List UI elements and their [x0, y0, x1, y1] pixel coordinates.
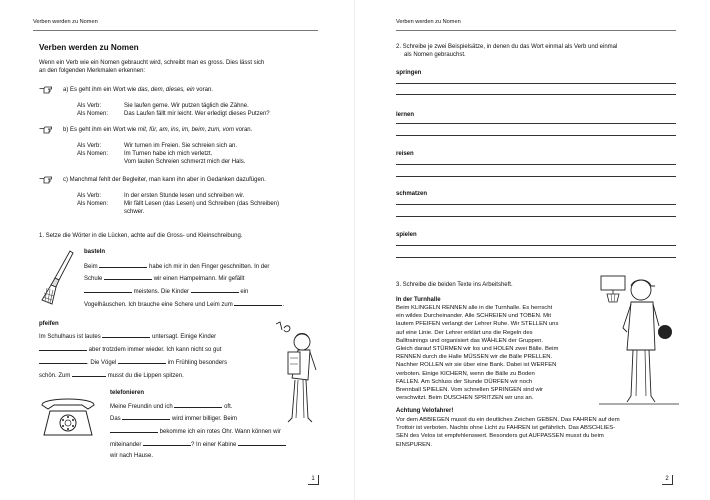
word-telefonieren: telefonieren — [110, 390, 145, 396]
answer-blank[interactable] — [39, 345, 87, 351]
word-schmatzen: schmatzen — [396, 191, 428, 197]
text-line: Nachher ROLLEN wir sie über eine Bank. Dabei ist WERFEN — [396, 362, 557, 369]
word-springen: springen — [396, 70, 422, 76]
intro-line-1: Wenn ein Verb wie ein Nomen gebraucht wird, schreibt man es gross. Dies lässt sich — [39, 60, 265, 66]
word-reisen: reisen — [396, 151, 414, 157]
text-line: Gleich darauf STÜRMEN wir los und HOLEN zwei Bälle. Beim — [396, 346, 559, 353]
rule-c-noun: Als Nomen: Mir fällt Lesen (das Lesen) und Schreiben (das Schreiben) — [77, 201, 280, 207]
answer-blank[interactable] — [238, 440, 286, 446]
rule-a-noun: Als Nomen: Das Laufen fällt mir leicht. Wer erledigt dieses Putzen? — [77, 111, 270, 117]
velo-text — [396, 416, 620, 449]
basketball-player-illustration — [597, 268, 681, 414]
answer-line[interactable] — [396, 164, 676, 165]
answer-blank[interactable] — [72, 371, 106, 377]
turnhalle-title: In der Turnhalle — [396, 297, 441, 303]
answer-blank[interactable] — [99, 262, 147, 268]
rule-b-noun: Als Nomen: Im Turnen habe ich mich verletzt. — [77, 151, 213, 157]
word-basteln: basteln — [84, 249, 106, 255]
rule-b-noun-2: Vom lauten Schreien schmerzt mich der Hals. — [124, 159, 246, 165]
answer-blank[interactable] — [84, 287, 132, 293]
header-divider — [396, 30, 676, 31]
rule-c-noun-2: schwer. — [124, 209, 145, 215]
pointing-hand-icon — [39, 86, 53, 94]
text-line: SEN des Velos ist empfehlenswert. Besonders gut AUFPASSEN musst du beim — [396, 433, 604, 440]
basteln-line-4: Vogelhäuschen. Ich brauche eine Schere und Leim zum . — [84, 302, 285, 308]
word-spielen: spielen — [396, 232, 417, 238]
page-header: Verben werden zu Nomen — [33, 19, 98, 25]
header-divider — [33, 30, 318, 31]
pfeifen-line-4: schön. Zum musst du die Lippen spitzen. — [39, 373, 184, 379]
answer-line[interactable] — [396, 123, 676, 124]
page-header: Verben werden zu Nomen — [396, 19, 461, 25]
answer-blank[interactable] — [143, 440, 191, 446]
page-number: 1 — [308, 475, 319, 485]
text-line: Beim KLINGELN RENNEN alle in die Turnhalle. Es herrscht — [396, 305, 553, 311]
text-line: verschwitzt. Beim DUSCHEN SPRITZEN wir uns an. — [396, 395, 534, 402]
text-line: Brennball SPIELEN. Vom schnellen SPRINGEN sind wir — [396, 387, 544, 394]
text-line: Balltrainings und organisiert das WÄHLEN der Gruppen. — [396, 337, 544, 344]
telefonieren-line-1: Meine Freundin und ich oft. — [110, 404, 233, 410]
answer-line[interactable] — [396, 94, 676, 95]
text-line: auf eine Linie. Der Lehrer erklärt uns die Regeln des — [396, 329, 533, 336]
telefonieren-line-3: bekomme ich ein rotes Ohr. Wann können wir — [110, 427, 281, 436]
task-1-instruction: 1. Setze die Wörter in die Lücken, achte auf die Gross- und Kleinschreibung. — [39, 233, 243, 239]
basteln-line-1: Beim habe ich mir in den Finger geschnitten. In der — [84, 264, 270, 270]
text-line: EINSPUREN. — [396, 441, 433, 448]
pointing-hand-icon — [39, 126, 53, 134]
paintbrush-icon — [38, 248, 78, 310]
pointing-hand-icon — [39, 176, 53, 184]
text-line: RENNEN durch die Halle MÜSSEN wir die Bälle PRELLEN. — [396, 354, 553, 361]
answer-blank[interactable] — [102, 332, 150, 338]
answer-line[interactable] — [396, 216, 676, 217]
text-line: FALLEN. Am Schluss der Stunde DÜRFEN wir noch — [396, 378, 533, 385]
telefonieren-line-2: Das wird immer billiger. Beim — [110, 416, 238, 422]
rule-a-label: a) Es geht ihm ein Wort wie das, dem, dieses, ein voran. — [63, 87, 213, 93]
answer-line[interactable] — [396, 257, 676, 258]
velo-title: Achtung Velofahrer! — [396, 408, 454, 414]
telefonieren-line-4: miteinander ? In einer Kabine — [110, 440, 286, 449]
answer-blank[interactable] — [191, 287, 239, 293]
basteln-line-3: meistens. Die Kinder ein — [84, 287, 248, 296]
pfeifen-line-3: . Die Vögel im Frühling besonders — [39, 358, 227, 367]
turnhalle-text — [396, 304, 558, 402]
answer-blank[interactable] — [110, 427, 158, 433]
answer-line[interactable] — [396, 176, 676, 177]
answer-blank[interactable] — [122, 414, 170, 420]
word-pfeifen: pfeifen — [39, 321, 59, 327]
text-line: ein wildes Durcheinander. Alle SCHREIEN und TOBEN. Mit — [396, 313, 551, 320]
rule-b-verb: Als Verb: Wir turnen im Freien. Sie schreien sich an. — [77, 143, 238, 149]
telephone-icon — [38, 393, 98, 439]
page-number: 2 — [662, 475, 673, 485]
rule-b-label: b) Es geht ihm ein Wort wie mit, für, am, ins, im, beim, zum, vom voran. — [63, 127, 253, 133]
basteln-line-2: Schule wir einen Hampelmann. Mir gefällt — [84, 276, 245, 282]
rule-a-verb: Als Verb: Sie laufen gerne. Wir putzen täglich die Zähne. — [77, 103, 249, 109]
whistling-boy-illustration — [262, 318, 322, 436]
task-2-instruction-1: 2. Schreibe je zwei Beispielsätze, in denen du das Wort einmal als Verb und einmal — [396, 44, 618, 50]
rule-c-verb: Als Verb: In der ersten Stunde lesen und schreiben wir. — [77, 193, 245, 199]
page-title: Verben werden zu Nomen — [39, 43, 139, 52]
pfeifen-line-1: Im Schulhaus ist lautes untersagt. Einige Kinder — [39, 334, 217, 340]
text-line: Vor dem ABBIEGEN musst du ein deutliches Zeichen GEBEN. Das FAHREN auf dem — [396, 417, 620, 423]
task-2-instruction-2: als Nomen gebrauchst. — [404, 52, 466, 58]
answer-blank[interactable] — [234, 300, 282, 306]
answer-line[interactable] — [396, 135, 676, 136]
text-line: verboten. Einige KICHERN, wenn die Bälle zu Boden — [396, 370, 535, 377]
answer-line[interactable] — [396, 204, 676, 205]
text-line: lautem PFEIFEN verlangt der Lehrer Ruhe. Wir STELLEN uns — [396, 321, 559, 328]
rule-c-label: c) Manchmal fehlt der Begleiter, man kann ihn aber in Gedanken dazufügen. — [63, 177, 266, 183]
worksheet-page-2 — [355, 0, 710, 500]
intro-line-2: an den folgenden Merkmalen erkennen: — [39, 68, 146, 74]
answer-line[interactable] — [396, 245, 676, 246]
word-lernen: lernen — [396, 112, 415, 118]
answer-blank[interactable] — [174, 402, 222, 408]
text-line: Trottoir ist verboten. Nachts ohne Licht zu FAHREN ist gefährlich. Das ABSCHLIES- — [396, 425, 616, 432]
telefonieren-line-5: wir nach Hause. — [110, 453, 154, 459]
answer-blank[interactable] — [104, 274, 152, 280]
answer-blank[interactable] — [39, 358, 87, 364]
answer-blank[interactable] — [118, 358, 166, 364]
answer-line[interactable] — [396, 83, 676, 84]
task-3-instruction: 3. Schreibe die beiden Texte ins Arbeitsheft. — [396, 282, 513, 288]
pfeifen-line-2: aber trotzdem immer wieder. Ich kann nicht so gut — [39, 345, 221, 354]
